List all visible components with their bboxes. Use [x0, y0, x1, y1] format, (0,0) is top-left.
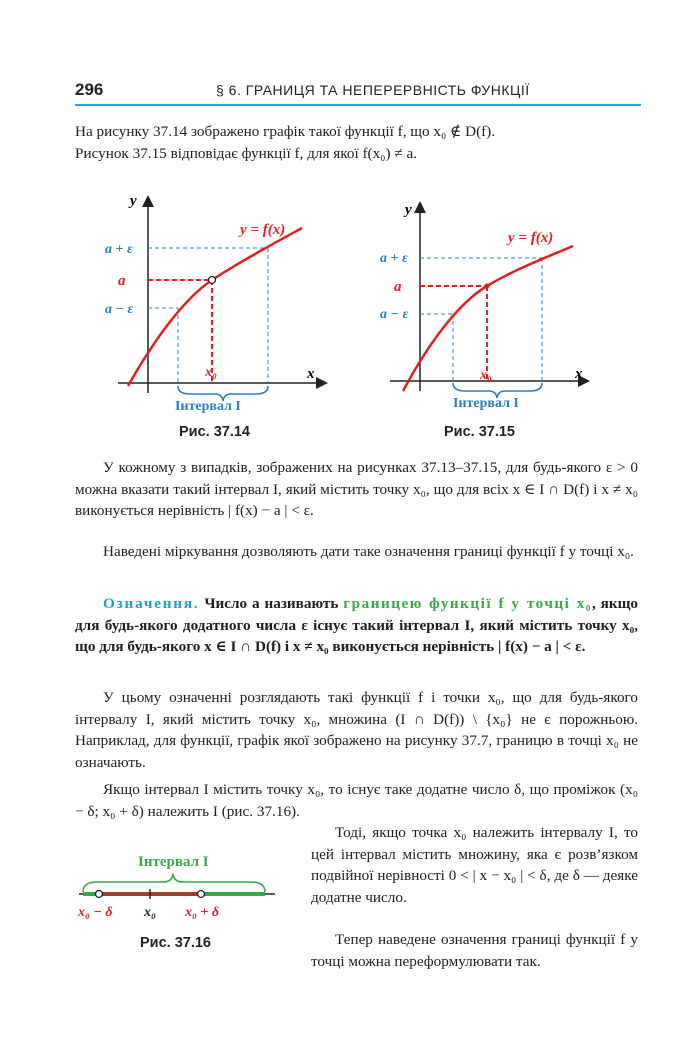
x0-label: x₀: [205, 365, 217, 380]
a-minus-eps-label: a − ε: [380, 307, 409, 322]
function-curve: [128, 228, 302, 386]
figure-37-14: [100, 188, 340, 413]
intro-line-1: На рисунку 37.14 зображено графік такої функції f, що x₀ ∉ D(f).: [75, 123, 496, 140]
header-rule: [75, 104, 641, 106]
x-axis-label: x: [307, 366, 315, 382]
left-label: x₀ − δ: [78, 905, 113, 920]
interval-brace: [83, 874, 265, 892]
left-point: [96, 891, 103, 898]
caption-37-15: Рис. 37.15: [444, 424, 515, 440]
definition-part-2: , якщо для будь-якого додатного числа ε існує такий інтервал I, який містить точку x₀, що для будь-якого x ∈ I ∩ D(f) і x ≠ x₀ виконується нерівність | f(x) − a | < ε.: [75, 595, 639, 655]
x0-label: x₀: [480, 368, 492, 383]
paragraph-4: Якщо інтервал I містить точку x₀, то існує таке додатне число δ, що проміжок (x₀ − δ; x₀ + δ) належить I (рис. 37.16).: [75, 781, 638, 820]
figure-37-15: [375, 196, 610, 421]
right-label: x₀ + δ: [185, 905, 220, 920]
paragraph-2: Наведені міркування дозволяють дати таке означення границі функції f у точці x₀.: [103, 543, 634, 560]
y-axis-label: y: [130, 193, 137, 209]
a-minus-eps-label: a − ε: [105, 302, 134, 317]
interval-label: Інтервал I: [138, 854, 209, 870]
interval-label: Інтервал I: [453, 396, 519, 411]
paragraph-1: У кожному з випадків, зображених на рисунках 37.13–37.15, для будь-якого ε > 0 можна вказати такий інтервал I, який містить точку x₀, що для всіх x ∈ I ∩ D(f) і x ≠ x₀ виконується нерівність | f(x) − a | < ε.: [75, 459, 638, 519]
a-label: a: [118, 273, 126, 289]
definition-term: границею функції f у точці x₀: [343, 595, 592, 612]
caption-37-16: Рис. 37.16: [140, 935, 211, 951]
intro-line-2: Рисунок 37.15 відповідає функції f, для якої f(x₀) ≠ a.: [75, 145, 417, 162]
right-point: [198, 891, 205, 898]
center-label: x₀: [144, 905, 156, 920]
y-axis-label: y: [405, 202, 412, 218]
paragraph-6: Тепер наведене означення границі функції f у точці можна переформулювати так.: [311, 931, 638, 970]
definition-block: [75, 593, 638, 658]
func-label: y = f(x): [240, 222, 286, 238]
a-plus-eps-label: a + ε: [105, 242, 133, 257]
definition-part-1: Число a називають: [199, 595, 344, 612]
figure-37-16: [75, 848, 290, 928]
definition-word: Означення.: [103, 595, 200, 612]
page-number: 296: [75, 80, 104, 99]
interval-label: Інтервал I: [175, 399, 241, 413]
a-plus-eps-label: a + ε: [380, 251, 408, 266]
paragraph-3: У цьому означенні розглядають такі функції f і точки x₀, що для будь-якого інтервалу I, який містить точку x₀, множина (I ∩ D(f)) \ {x₀} не є порожньою. Наприклад, для функції, графік якої зображено на рисунку 37.7, границю в точці x₀ не означають.: [75, 689, 638, 771]
paragraph-5: Тоді, якщо точка x₀ належить інтервалу I, то цей інтервал містить множину, яка є розв’язком подвійної нерівності 0 < | x − x₀ | < δ, де δ — деяке додатне число.: [311, 824, 638, 906]
section-title: § 6. ГРАНИЦЯ ТА НЕПЕРЕРВНІСТЬ ФУНКЦІЇ: [216, 82, 530, 98]
caption-37-14: Рис. 37.14: [179, 424, 250, 440]
hollow-point: [209, 277, 216, 284]
point-fx0: [485, 284, 490, 289]
a-label: a: [394, 279, 402, 295]
func-label: y = f(x): [508, 230, 554, 246]
x-axis-label: x: [575, 366, 583, 382]
